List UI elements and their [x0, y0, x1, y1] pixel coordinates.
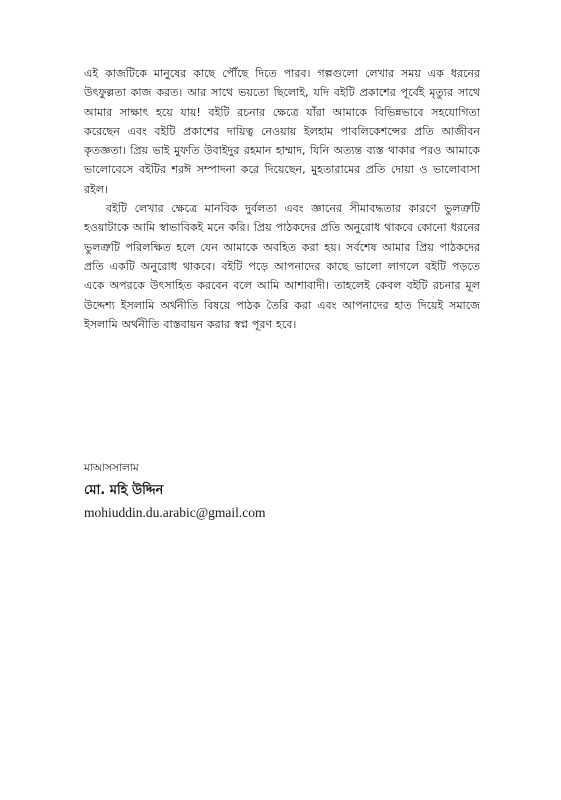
body-text [84, 64, 480, 334]
paragraph-2: বইটি লেখার ক্ষেত্রে মানবিক দুর্বলতা এবং জ্ঞানের সীমাবদ্ধতার কারণে ভুলত্রুটি হওয়াটাকে আমি স্বাভাবিকই মনে করি। প্রিয় পাঠকদের প্রতি অনুরোধ থাকবে কোনো ধরনের ভুলত্রুটি পরিলক্ষিত হলে যেন আমাকে অবহিত করা হয়। সর্বশেষ আমার প্রিয় পাঠকদের প্রতি একটি অনুরোধ থাকবে। বইটি পড়ে আপনাদের কাছে ভালো লাগলে বইটি পড়তে একে অপরকে উৎসাহিত করবেন বলে আমি আশাবাদী। তাহলেই কেবল বইটি রচনার মূল উদ্দেশ্য ইসলামি অর্থনীতি বিষয়ে পাঠক তৈরি করা এবং আপনাদের হাত দিয়েই সমাজে ইসলামি অর্থনীতি বাস্তবায়ন করার স্বপ্ন পূরণ হবে। [84, 202, 480, 331]
paragraph-1: এই কাজটিকে মানুষের কাছে পৌঁছে দিতে পারব। গল্পগুলো লেখার সময় এক ধরনের উৎফুল্লতা কাজ করত। আর সাথে ভয়তো ছিলোই, যদি বইটি প্রকাশের পূর্বেই মৃত্যুর সাথে আমার সাক্ষাৎ হয়ে যায়! বইটি রচনার ক্ষেত্রে যাঁরা আমাকে বিভিন্নভাবে সহযোগিতা করেছেন এবং বইটি প্রকাশের দায়িত্ব নেওয়ায় ইলহাম পাবলিকেশন্সের প্রতি আজীবন কৃতজ্ঞতা। প্রিয় ভাই মুফতি উবাইদুর রহমান হাম্মাদ, যিনি অত্যন্ত ব্যস্ত থাকার পরও আমাকে ভালোবেসে বইটির শরঈ সম্পাদনা করে দিয়েছেন, মুহতারামের প্রতি দোয়া ও ভালোবাসা রইল। [84, 67, 480, 196]
signoff-block [84, 460, 384, 522]
author-signature: মো. মহি উদ্দিন [84, 483, 164, 498]
author-email: mohiuddin.du.arabic@gmail.com [84, 505, 266, 520]
closing-greeting: মাআসসালাম [84, 462, 139, 474]
